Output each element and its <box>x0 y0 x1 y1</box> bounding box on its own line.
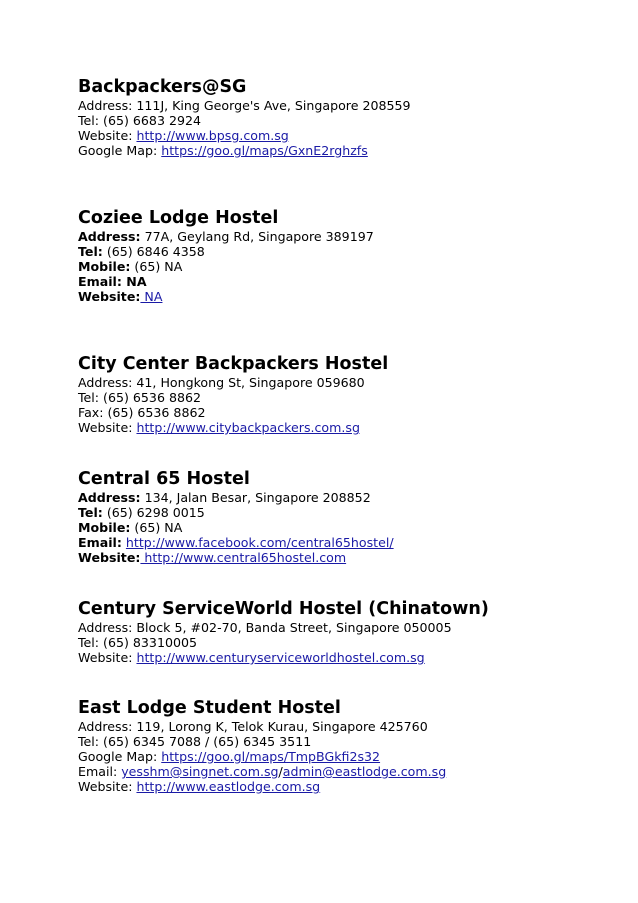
website-link[interactable]: http://www.central65hostel.com <box>140 550 347 565</box>
tel-label: Tel: <box>78 113 100 128</box>
fax-label: Fax: <box>78 405 104 420</box>
hostel-entry <box>78 598 618 665</box>
address-value: 111J, King George's Ave, Singapore 208559 <box>132 98 411 113</box>
address-label: Address: <box>78 719 133 734</box>
email-line <box>78 274 618 289</box>
mobile-line <box>78 520 618 535</box>
address-value: 134, Jalan Besar, Singapore 208852 <box>140 490 371 505</box>
tel-value: (65) 6536 8862 <box>99 390 202 405</box>
hostel-entry <box>78 468 618 565</box>
mobile-label: Mobile: <box>78 259 131 274</box>
email-label: Email: <box>78 535 122 550</box>
website-line <box>78 420 618 435</box>
website-link[interactable]: NA <box>140 289 163 304</box>
tel-line <box>78 113 618 128</box>
address-line <box>78 490 618 505</box>
google-map-label: Google Map: <box>78 749 158 764</box>
tel-label: Tel: <box>78 635 100 650</box>
address-value: 119, Lorong K, Telok Kurau, Singapore 425760 <box>132 719 428 734</box>
address-label: Address: <box>78 375 133 390</box>
website-line <box>78 550 618 565</box>
tel-value: (65) 83310005 <box>99 635 198 650</box>
hostel-entry <box>78 76 618 158</box>
tel-label: Tel: <box>78 244 103 259</box>
address-line <box>78 229 618 244</box>
email-separator: / <box>278 764 283 779</box>
google-map-label: Google Map: <box>78 143 158 158</box>
mobile-value: (65) NA <box>130 259 183 274</box>
email-link[interactable]: http://www.facebook.com/central65hostel/ <box>125 535 394 550</box>
email-link-secondary[interactable]: admin@eastlodge.com.sg <box>282 764 447 779</box>
website-link[interactable]: http://www.eastlodge.com.sg <box>136 779 321 794</box>
google-map-line <box>78 749 618 764</box>
google-map-link[interactable]: https://goo.gl/maps/GxnE2rghzfs <box>161 143 368 158</box>
email-line <box>78 535 618 550</box>
tel-line <box>78 390 618 405</box>
address-label: Address: <box>78 490 141 505</box>
tel-value: (65) 6298 0015 <box>102 505 205 520</box>
fax-line <box>78 405 618 420</box>
tel-value: (65) 6846 4358 <box>102 244 205 259</box>
address-line <box>78 620 618 635</box>
address-value: Block 5, #02-70, Banda Street, Singapore 050005 <box>132 620 452 635</box>
tel-label: Tel: <box>78 390 100 405</box>
hostel-title: Coziee Lodge Hostel <box>78 208 279 228</box>
address-value: 77A, Geylang Rd, Singapore 389197 <box>140 229 374 244</box>
email-line <box>78 764 618 779</box>
hostel-entry <box>78 207 618 304</box>
mobile-line <box>78 259 618 274</box>
google-map-link[interactable]: https://goo.gl/maps/TmpBGkfi2s32 <box>161 749 381 764</box>
address-line <box>78 375 618 390</box>
email-link[interactable]: yesshm@singnet.com.sg <box>121 764 279 779</box>
hostel-title: Century ServiceWorld Hostel (Chinatown) <box>78 599 489 619</box>
tel-line <box>78 635 618 650</box>
email-label: Email: NA <box>78 274 147 289</box>
hostel-title: Backpackers@SG <box>78 77 247 97</box>
website-label: Website: <box>78 650 133 665</box>
mobile-value: (65) NA <box>130 520 183 535</box>
email-label: Email: <box>78 764 118 779</box>
website-label: Website: <box>78 420 133 435</box>
website-label: Website: <box>78 128 133 143</box>
website-label: Website: <box>78 550 141 565</box>
tel-line <box>78 734 618 749</box>
hostel-title: East Lodge Student Hostel <box>78 698 341 718</box>
tel-value: (65) 6683 2924 <box>99 113 202 128</box>
google-map-line <box>78 143 618 158</box>
address-label: Address: <box>78 229 141 244</box>
tel-line <box>78 505 618 520</box>
address-line <box>78 719 618 734</box>
website-line <box>78 779 618 794</box>
website-label: Website: <box>78 779 133 794</box>
tel-label: Tel: <box>78 734 100 749</box>
tel-value: (65) 6345 7088 / (65) 6345 3511 <box>99 734 312 749</box>
address-value: 41, Hongkong St, Singapore 059680 <box>132 375 365 390</box>
fax-value: (65) 6536 8862 <box>103 405 206 420</box>
website-link[interactable]: http://www.citybackpackers.com.sg <box>136 420 360 435</box>
tel-label: Tel: <box>78 505 103 520</box>
website-label: Website: <box>78 289 141 304</box>
website-line <box>78 650 618 665</box>
website-link[interactable]: http://www.bpsg.com.sg <box>136 128 289 143</box>
website-line <box>78 128 618 143</box>
hostel-entry <box>78 697 618 794</box>
mobile-label: Mobile: <box>78 520 131 535</box>
hostel-title: Central 65 Hostel <box>78 469 250 489</box>
website-line <box>78 289 618 304</box>
website-link[interactable]: http://www.centuryserviceworldhostel.com.sg <box>136 650 425 665</box>
address-line <box>78 98 618 113</box>
address-label: Address: <box>78 620 133 635</box>
address-label: Address: <box>78 98 133 113</box>
tel-line <box>78 244 618 259</box>
hostel-title: City Center Backpackers Hostel <box>78 354 389 374</box>
hostel-entry <box>78 353 618 435</box>
